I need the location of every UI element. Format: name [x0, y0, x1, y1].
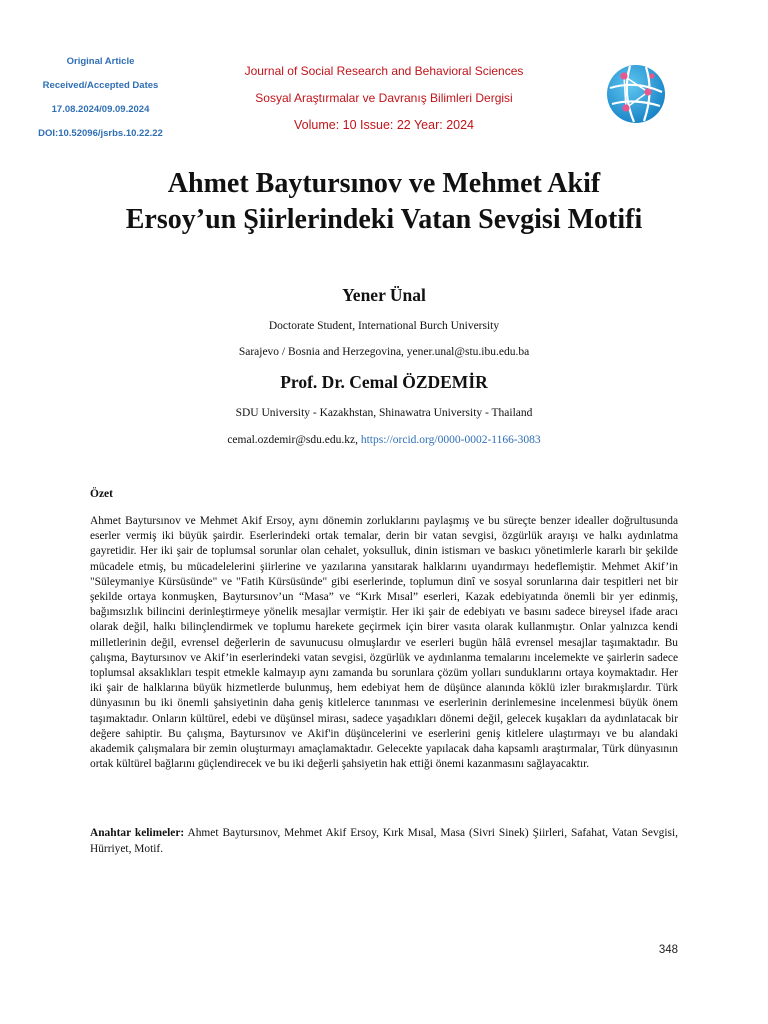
author-2-email[interactable]: cemal.ozdemir@sdu.edu.kz,	[227, 434, 361, 446]
author-1-affiliation: Doctorate Student, International Burch University	[268, 320, 500, 332]
journal-name-tr: Sosyal Araştırmalar ve Davranış Bilimleri Dergisi	[255, 91, 513, 105]
title-line-1: Ahmet Baytursınov ve Mehmet Akif	[167, 168, 601, 199]
abstract-heading: Özet	[90, 488, 113, 500]
keywords	[90, 826, 678, 857]
author-2-name: Prof. Dr. Cemal ÖZDEMİR	[280, 372, 488, 392]
globe-network-logo	[604, 62, 668, 126]
journal-name-en: Journal of Social Research and Behavioral Sciences	[244, 64, 524, 78]
author-1-name: Yener Ünal	[342, 285, 426, 305]
page-number: 348	[658, 944, 678, 956]
author-2-contact	[0, 434, 768, 446]
author-1-address: Sarajevo / Bosnia and Herzegovina, yener.unal@stu.ibu.edu.ba	[238, 346, 530, 358]
keywords-label: Anahtar kelimeler:	[90, 827, 185, 839]
article-title	[60, 166, 708, 238]
article-type: Original Article	[66, 56, 135, 67]
article-meta	[28, 50, 173, 146]
author-2-affiliation: SDU University - Kazakhstan, Shinawatra University - Thailand	[235, 407, 533, 419]
dates-label: Received/Accepted Dates	[42, 80, 159, 91]
abstract-text: Ahmet Baytursınov ve Mehmet Akif Ersoy, aynı dönemin zorluklarını paylaşmış ve bu süreçte benzer idealler doğrultusunda eserler vermiş iki büyük şairdir. Eserlerindeki ortak temalar, derin bir vatan sevgisi, özgürlük arayışı ve halkı aydınlatma gayretidir. Her iki şair de toplumsal sorunlar olan cehalet, yoksulluk, dinin istismarı ve baskıcı yönetimlerle kararlı bir şekilde mücadele etmiş, bu mücadelelerini şiirlerine ve yazılarına yansıtarak halklarını uyandırmayı hedeflemiştir. Mehmet Akif’in "Süleymaniye Kürsüsünde" ve "Fatih Kürsüsünde" gibi eserlerinde, toplumun dinî ve sosyal sorunlarına dair tespitleri net bir şekilde ortaya konmuşken, Baytursınov’un “Masa” ve “Kırk Mısal” eserleri, Kazak edebiyatında önemli bir yer edinmiş, bağımsızlık bilincini derinleştirmeye yönelik mesajlar vermiştir. Her iki şair de edebiyatı ve basını sadece bireysel ifade aracı olarak değil, halkı bilinçlendirmek ve toplumu harekete geçirmek için birer vasıta olarak kullanmıştır. Onlar yalnızca kendi milletlerinin değil, evrensel değerlerin de savunucusu olmuşlardır ve eserleri bugün hâlâ evrensel mesajlar taşımaktadır. Bu çalışma, Baytursınov ve Akif’in eserlerindeki vatan sevgisi, özgürlük ve aydınlanma temalarını incelemekte ve şairlerin sadece toplumsal aksaklıkları tespit etmekle kalmayıp aynı zamanda bu sorunlara çözüm yolları sunduklarını ortaya koymaktadır. Her iki şair de halklarına büyük hizmetlerde bulunmuş, hem edebiyat hem de düşünce alanında köklü izler bırakmışlardır. Türk dünyasının bu iki önemli şahsiyetinin daha geniş kitlelerce tanınması ve eserlerinin derinlemesine incelenmesi büyük önem taşımaktadır. Onların kültürel, edebi ve düşünsel mirası, sadece yaşadıkları dönemi değil, gelecek kuşakları da aydınlatacak bir değere sahiptir. Bu çalışma, Baytursınov ve Akif'in düşüncelerini ve eserlerini geniş kitlelere ulaştırmayı ve bu alandaki akademik çalışmalara bir zemin oluşturmayı amaçlamaktadır. Gelecekte yapılacak daha kapsamlı araştırmalar, Türk dünyasının ortak kültürel bağlarını güçlendirecek ve bu iki değerli şahsiyetin hak ettiği önemi kazanmasını sağlayacaktır.	[90, 515, 678, 771]
author-2-orcid-link[interactable]: https://orcid.org/0000-0002-1166-3083	[360, 434, 541, 446]
article-dates: 17.08.2024/09.09.2024	[51, 104, 150, 115]
title-line-2: Ersoy’un Şiirlerindeki Vatan Sevgisi Motifi	[125, 204, 643, 235]
journal-header	[200, 60, 568, 141]
journal-volume-line: Volume: 10 Issue: 22 Year: 2024	[294, 118, 474, 132]
article-doi[interactable]: DOI:10.52096/jsrbs.10.22.22	[38, 128, 163, 139]
keywords-text: Ahmet Baytursınov, Mehmet Akif Ersoy, Kırk Mısal, Masa (Sivri Sinek) Şiirleri, Safahat, Vatan Sevgisi, Hürriyet, Motif.	[90, 827, 678, 855]
